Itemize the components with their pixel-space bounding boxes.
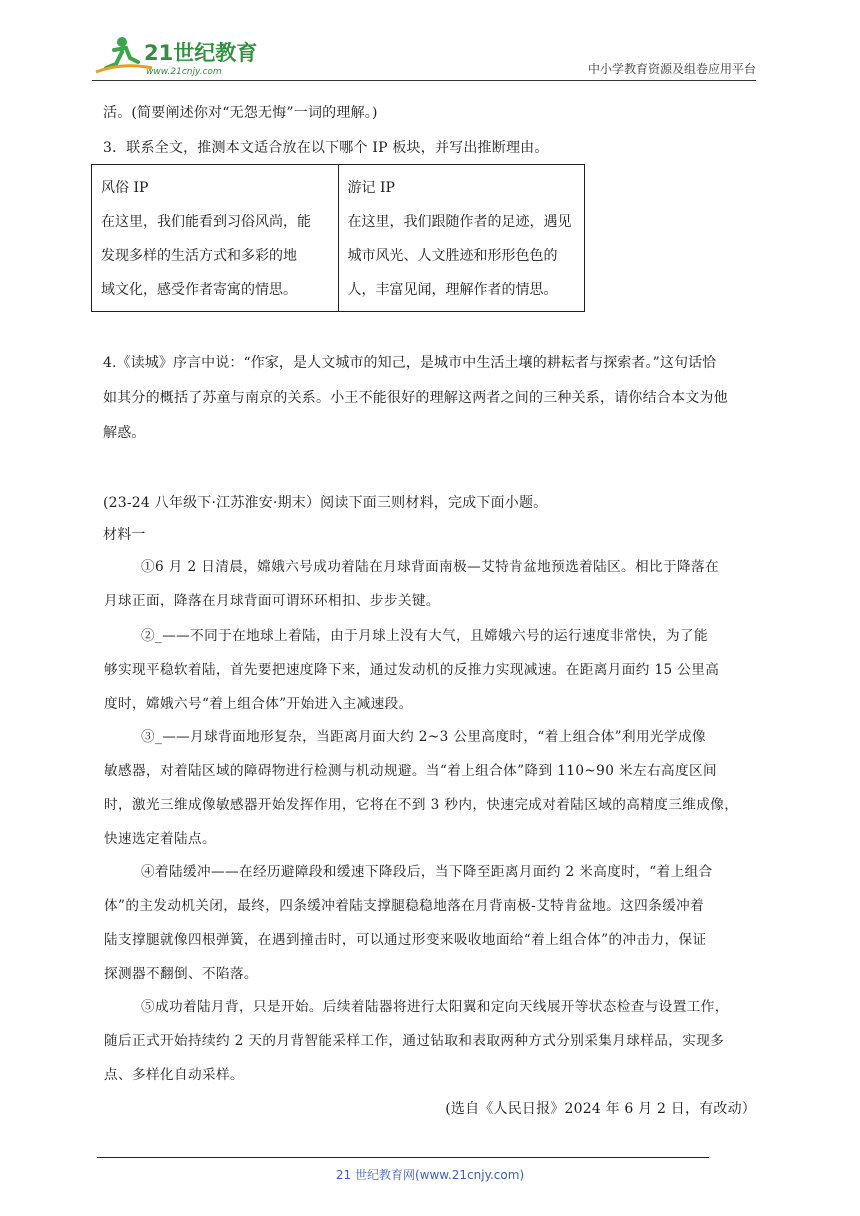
paragraph-line: ①6 月 2 日清晨，嫦娥六号成功着陆在月球背面南极—艾特肯盆地预选着陆区。相比于降落在	[141, 559, 720, 575]
section-intro: (23-24 八年级下·江苏淮安·期末）阅读下面三则材料，完成下面小题。	[103, 495, 548, 511]
ip-title-travel: 游记 IP	[347, 180, 395, 196]
footer-link[interactable]: 21 世纪教育网(www.21cnjy.com)	[335, 1168, 525, 1182]
ip-folk-line: 在这里，我们能看到习俗风尚，能	[101, 214, 311, 230]
paragraph-line: 月球正面，降落在月球背面可谓环环相扣、步步关键。	[104, 593, 440, 609]
paragraph-line: 度时，嫦娥六号“着上组合体”开始进入主减速段。	[104, 696, 413, 712]
paragraph-line: 点、多样化自动采样。	[104, 1067, 244, 1083]
header-divider	[92, 80, 756, 81]
ip-folk-line: 域文化，感受作者寄寓的情思。	[101, 282, 297, 298]
question-4-line: 解惑。	[103, 425, 146, 441]
ip-travel-line: 人，丰富见闻，理解作者的情思。	[347, 282, 558, 298]
q2-tail: 活。(简要阐述你对“无怨无悔”一词的理解。)	[103, 105, 378, 121]
paragraph-line: 快速选定着陆点。	[104, 831, 216, 847]
paragraph-line: ②_——不同于在地球上着陆，由于月球上没有大气，且嫦娥六号的运行速度非常快，为了能	[141, 628, 708, 644]
ip-travel-line: 在这里，我们跟随作者的足迹，遇见	[347, 214, 572, 230]
question-3: 3．联系全文，推测本文适合放在以下哪个 IP 板块，并写出推断理由。	[103, 140, 549, 156]
paragraph-line: 敏感器，对着陆区域的障碍物进行检测与机动规避。当“着上组合体”降到 110~90 米左右高度区间	[104, 763, 717, 779]
paragraph-line: ④着陆缓冲——在经历避障段和缓速下降段后，当下降至距离月面约 2 米高度时，“着上组合	[141, 864, 713, 880]
paragraph-line: 时，激光三维成像敏感器开始发挥作用，它将在不到 3 秒内，快速完成对着陆区域的高精度三维成像，	[104, 797, 739, 813]
site-logo	[92, 34, 262, 78]
question-4-line: 如其分的概括了苏童与南京的关系。小王不能很好的理解这两者之间的三种关系，请你结合本文为他	[103, 390, 728, 406]
logo-text: 21世纪教育	[144, 41, 258, 65]
question-4-line: 4.《读城》序言中说：“作家，是人文城市的知己，是城市中生活土壤的耕耘者与探索者。”这句话恰	[103, 355, 717, 371]
paragraph-4	[104, 855, 766, 991]
paragraph-2	[104, 619, 766, 721]
paragraph-line: ⑤成功着陆月背，只是开始。后续着陆器将进行太阳翼和定向天线展开等状态检查与设置工作，	[141, 999, 729, 1015]
paragraph-line: 够实现平稳软着陆，首先要把速度降下来，通过发动机的反推力实现减速。在距离月面约 15 公里高	[104, 662, 720, 678]
ip-cell-folk	[92, 165, 339, 312]
ip-folk-line: 发现多样的生活方式和多彩的地	[101, 248, 297, 264]
paragraph-line: 探测器不翻倒、不陷落。	[104, 966, 258, 982]
runner-logo-icon	[92, 34, 262, 78]
paragraph-line: 陆支撑腿就像四根弹簧，在遇到撞击时，可以通过形变来吸收地面给“着上组合体”的冲击力，保证	[104, 932, 707, 948]
logo-url: www.21cnjy.com	[146, 67, 222, 77]
paragraph-3	[104, 720, 766, 856]
paragraph-1	[104, 550, 766, 618]
source-citation: (选自《人民日报》2024 年 6 月 2 日，有改动）	[445, 1101, 756, 1117]
ip-table	[91, 164, 585, 312]
paragraph-line: 随后正式开始持续约 2 天的月背智能采样工作，通过钻取和表取两种方式分别采集月球样品，实现多	[104, 1033, 725, 1049]
ip-cell-travel	[338, 165, 585, 312]
ip-travel-line: 城市风光、人文胜迹和形形色色的	[347, 248, 558, 264]
paragraph-5	[104, 990, 766, 1092]
paragraph-line: 体”的主发动机关闭，最终，四条缓冲着陆支撑腿稳稳地落在月背南极-艾特肯盆地。这四条缓冲着	[104, 898, 705, 914]
ip-title-folk: 风俗 IP	[101, 180, 149, 196]
platform-name: 中小学教育资源及组卷应用平台	[587, 62, 756, 76]
footer-divider	[97, 1157, 709, 1158]
paragraph-line: ③_——月球背面地形复杂，当距离月面大约 2~3 公里高度时，“着上组合体”利用光学成像	[141, 729, 706, 745]
material-title: 材料一	[103, 527, 146, 543]
